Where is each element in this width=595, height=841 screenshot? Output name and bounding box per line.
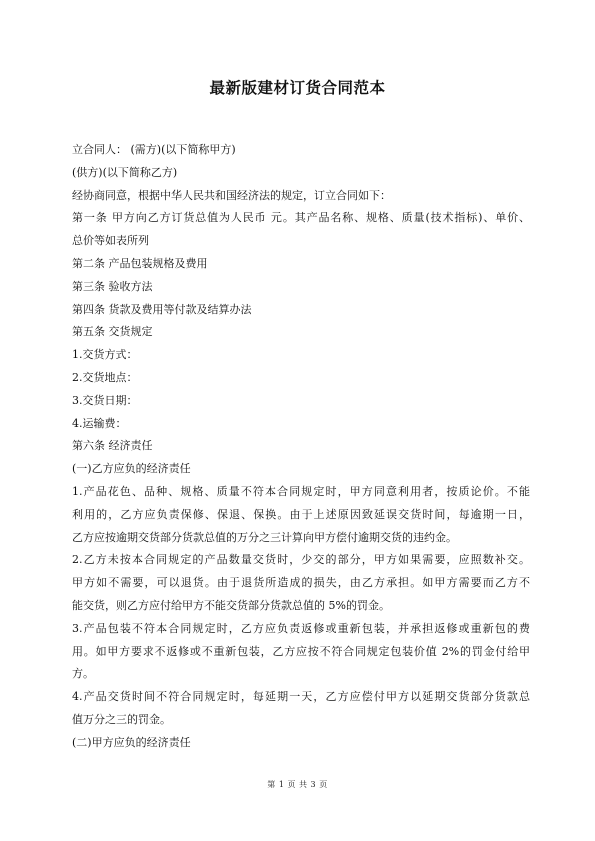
paragraph-parties-buyer: 立合同人： (需方)(以下简称甲方) [72, 143, 236, 156]
paragraph-parties-seller: (供方)(以下简称乙方) [72, 165, 178, 179]
paragraph-preamble: 经协商同意，根据中华人民共和国经济法的规定，订立合同如下： [72, 188, 391, 202]
article-6: 第六条 经济责任 [72, 439, 153, 453]
document-title: 最新版建材订货合同范本 [209, 79, 386, 97]
article-1-line-2: 总价等如表所列 [72, 234, 149, 248]
article-3: 第三条 验收方法 [72, 279, 153, 293]
section-buyer-liability: (二)甲方应负的经济责任 [72, 735, 191, 749]
liability-3-line-1: 3.产品包装不符本合同规定时，乙方应负责返修或重新包装，并承担返修或重新包的费 [72, 621, 530, 635]
liability-2-line-2: 甲方如不需要，可以退货。由于退货所造成的损失，由乙方承担。如甲方需要而乙方不 [72, 576, 530, 590]
liability-1-line-2: 利用的，乙方应负责保修、保退、保换。由于上述原因致延误交货时间，每逾期一日， [72, 507, 530, 521]
delivery-item-4: 4.运输费： [72, 416, 127, 430]
page-indicator: 第 1 页 共 3 页 [267, 780, 328, 789]
article-5: 第五条 交货规定 [72, 325, 153, 339]
liability-1-line-3: 乙方应按逾期交货部分货款总值的万分之三计算向甲方偿付逾期交货的违约金。 [72, 530, 457, 544]
liability-4-line-1: 4.产品交货时间不符合同规定时，每延期一天，乙方应偿付甲方以延期交货部分货款总 [72, 690, 530, 704]
section-seller-liability: (一)乙方应负的经济责任 [72, 462, 191, 476]
liability-2-line-3: 能交货，则乙方应付给甲方不能交货部分货款总值的 5%的罚金。 [72, 598, 390, 612]
article-2: 第二条 产品包装规格及费用 [72, 256, 208, 270]
article-1-line-1: 第一条 甲方向乙方订货总值为人民币 元。其产品名称、规格、质量(技术指标)、单价、 [72, 211, 530, 225]
delivery-item-2: 2.交货地点： [72, 370, 138, 384]
liability-1-line-1: 1.产品花色、品种、规格、质量不符本合同规定时，甲方同意利用者，按质论价。不能 [72, 484, 530, 498]
article-4: 第四条 货款及费用等付款及结算办法 [72, 302, 252, 316]
liability-4-line-2: 值万分之三的罚金。 [72, 712, 171, 726]
liability-3-line-3: 方。 [72, 667, 94, 681]
liability-2-line-1: 2.乙方未按本合同规定的产品数量交货时，少交的部分，甲方如果需要，应照数补交。 [72, 553, 530, 567]
delivery-item-3: 3.交货日期： [72, 393, 138, 407]
delivery-item-1: 1.交货方式： [72, 348, 138, 362]
document-body [72, 139, 530, 755]
liability-3-line-2: 用。如甲方要求不返修或不重新包装，乙方应按不符合同规定包装价值 2%的罚金付给甲 [72, 644, 530, 658]
